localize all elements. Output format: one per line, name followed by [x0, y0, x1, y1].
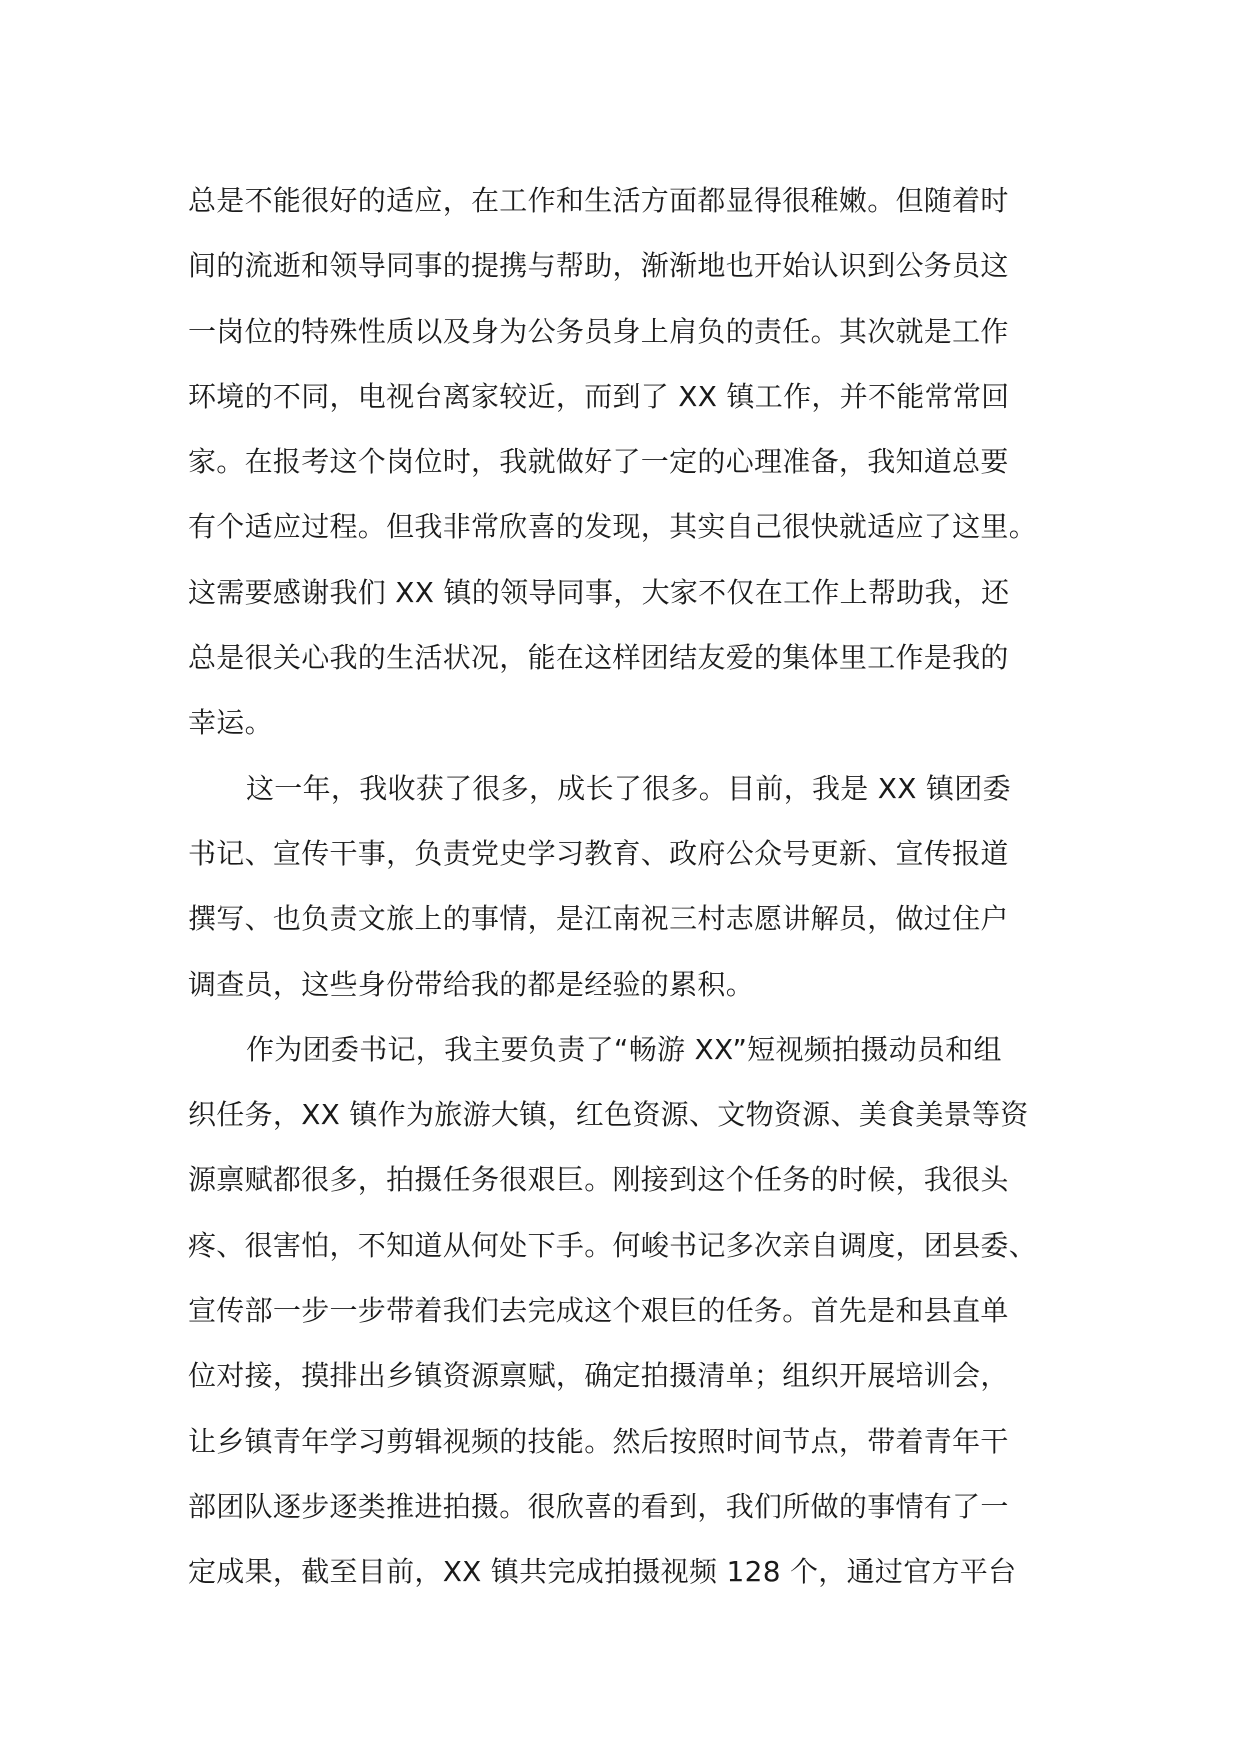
text-line: 总是不能很好的适应，在工作和生活方面都显得很稚嫩。但随着时 — [188, 184, 1009, 217]
text-line: 位对接，摸排出乡镇资源禀赋，确定拍摄清单；组织开展培训会， — [188, 1359, 1009, 1393]
text-line: 织任务，XX 镇作为旅游大镇，红色资源、文物资源、美食美景等资 — [188, 1098, 1029, 1132]
text-line: 疼、很害怕，不知道从何处下手。何峻书记多次亲自调度，团县委、 — [188, 1228, 1038, 1262]
text-line: 部团队逐步逐类推进拍摄。很欣喜的看到，我们所做的事情有了一 — [188, 1489, 1009, 1523]
text-line: 这一年，我收获了很多，成长了很多。目前，我是 XX 镇团委 — [246, 771, 1011, 805]
paragraph-1 — [188, 168, 1068, 756]
text-line: 作为团委书记，我主要负责了“畅游 XX”短视频拍摄动员和组 — [246, 1032, 1002, 1066]
text-line: 调查员，这些身份带给我的都是经验的累积。 — [188, 967, 755, 1001]
text-line: 定成果，截至目前，XX 镇共完成拍摄视频 128 个，通过官方平台 — [188, 1555, 1017, 1589]
text-line: 有个适应过程。但我非常欣喜的发现，其实自己很快就适应了这里。 — [188, 510, 1038, 544]
text-line: 总是很关心我的生活状况，能在这样团结友爱的集体里工作是我的 — [188, 641, 1009, 675]
text-line: 环境的不同，电视台离家较近，而到了 XX 镇工作，并不能常常回 — [188, 379, 1010, 413]
body-text — [188, 168, 1068, 1605]
paragraph-3 — [188, 1017, 1068, 1605]
text-line: 家。在报考这个岗位时，我就做好了一定的心理准备，我知道总要 — [188, 445, 1009, 479]
text-line: 书记、宣传干事，负责党史学习教育、政府公众号更新、宣传报道 — [188, 836, 1009, 870]
text-line: 这需要感谢我们 XX 镇的领导同事，大家不仅在工作上帮助我，还 — [188, 575, 1010, 609]
text-line: 撰写、也负责文旅上的事情，是江南祝三村志愿讲解员，做过住户 — [188, 902, 1009, 936]
text-line: 让乡镇青年学习剪辑视频的技能。然后按照时间节点，带着青年干 — [188, 1424, 1009, 1458]
text-line: 宣传部一步一步带着我们去完成这个艰巨的任务。首先是和县直单 — [188, 1294, 1009, 1328]
text-line: 间的流逝和领导同事的提携与帮助，渐渐地也开始认识到公务员这 — [188, 249, 1009, 283]
text-line: 源禀赋都很多，拍摄任务很艰巨。刚接到这个任务的时候，我很头 — [188, 1163, 1009, 1197]
paragraph-2 — [188, 756, 1068, 1017]
text-line: 幸运。 — [188, 706, 273, 740]
text-line: 一岗位的特殊性质以及身为公务员身上肩负的责任。其次就是工作 — [188, 314, 1009, 348]
